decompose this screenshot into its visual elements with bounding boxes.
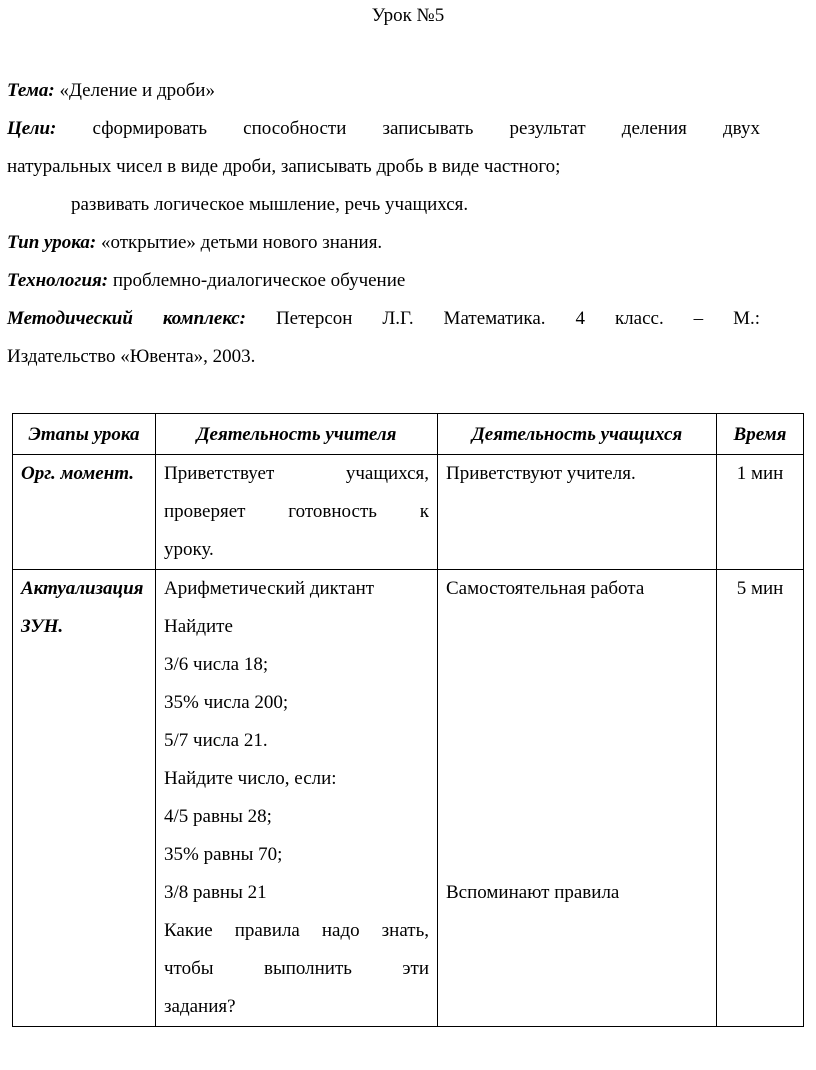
theme-line bbox=[7, 72, 760, 110]
teacher-line: 4/5 равны 28; bbox=[164, 806, 272, 827]
teacher-line: 5/7 числа 21. bbox=[164, 730, 268, 751]
header-time: Время bbox=[717, 414, 804, 455]
teacher-line: 35% равны 70; bbox=[164, 844, 283, 865]
teacher-activity-cell bbox=[156, 455, 438, 570]
teacher-line: 3/6 числа 18; bbox=[164, 654, 269, 675]
goals-text-3: развивать логическое мышление, речь учащихся. bbox=[71, 194, 469, 215]
table-header-row bbox=[13, 414, 804, 455]
teacher-question-line: чтобы выполнить эти bbox=[164, 958, 429, 979]
goals-line-2 bbox=[7, 148, 760, 186]
teacher-question-line: задания? bbox=[164, 996, 236, 1017]
theme-value: «Деление и дроби» bbox=[59, 80, 215, 101]
lesson-type-value: «открытие» детьми нового знания. bbox=[100, 232, 383, 253]
lesson-title: Урок №5 bbox=[371, 5, 445, 26]
students-activity-cell: Приветствуют учителя. bbox=[438, 455, 717, 570]
goals-line-3 bbox=[7, 186, 760, 224]
teacher-line: Найдите bbox=[164, 616, 233, 637]
stage-cell: Актуализация ЗУН. bbox=[13, 570, 156, 1027]
goals-label: Цели: bbox=[7, 118, 57, 139]
table-row bbox=[13, 570, 804, 1027]
time-cell: 1 мин bbox=[717, 455, 804, 570]
teacher-line: Найдите число, если: bbox=[164, 768, 337, 789]
goals-text-2: натуральных чисел в виде дроби, записывать дробь в виде частного; bbox=[7, 156, 561, 177]
lesson-type-line bbox=[7, 224, 760, 262]
teacher-line: 35% числа 200; bbox=[164, 692, 289, 713]
method-set-line-2 bbox=[7, 338, 760, 376]
goals-line-1 bbox=[7, 110, 760, 148]
students-activity-text: Самостоятельная работа bbox=[446, 578, 645, 599]
teacher-activity-cell bbox=[156, 570, 438, 1027]
cell-spacer bbox=[446, 608, 708, 874]
header-teacher: Деятельность учителя bbox=[156, 414, 438, 455]
table-row bbox=[13, 455, 804, 570]
header-stage: Этапы урока bbox=[13, 414, 156, 455]
technology-value: проблемно-диалогическое обучение bbox=[112, 270, 406, 291]
method-set-label: Методический комплекс: bbox=[7, 308, 246, 329]
teacher-line: Приветствует учащихся, bbox=[164, 463, 429, 484]
lesson-type-label: Тип урока: bbox=[7, 232, 97, 253]
method-set-text-1: Петерсон Л.Г. Математика. 4 класс. – М.: bbox=[275, 308, 761, 329]
method-set-text-2: Издательство «Ювента», 2003. bbox=[7, 346, 256, 367]
stage-cell: Орг. момент. bbox=[13, 455, 156, 570]
students-activity-cell bbox=[438, 570, 717, 1027]
goals-text-1: сформировать способности записывать результат деления двух bbox=[92, 118, 760, 139]
technology-label: Технология: bbox=[7, 270, 109, 291]
method-set-line-1 bbox=[7, 300, 760, 338]
lesson-meta bbox=[7, 72, 760, 376]
teacher-line: уроку. bbox=[164, 539, 214, 560]
teacher-line: 3/8 равны 21 bbox=[164, 882, 267, 903]
theme-label: Тема: bbox=[7, 80, 55, 101]
lesson-plan-table bbox=[12, 413, 804, 1027]
header-students: Деятельность учащихся bbox=[438, 414, 717, 455]
students-activity-text-2: Вспоминают правила bbox=[446, 882, 620, 903]
teacher-question-line: Какие правила надо знать, bbox=[164, 920, 429, 941]
teacher-line: проверяет готовность к bbox=[164, 501, 429, 522]
technology-line bbox=[7, 262, 760, 300]
time-cell: 5 мин bbox=[717, 570, 804, 1027]
teacher-line: Арифметический диктант bbox=[164, 578, 375, 599]
